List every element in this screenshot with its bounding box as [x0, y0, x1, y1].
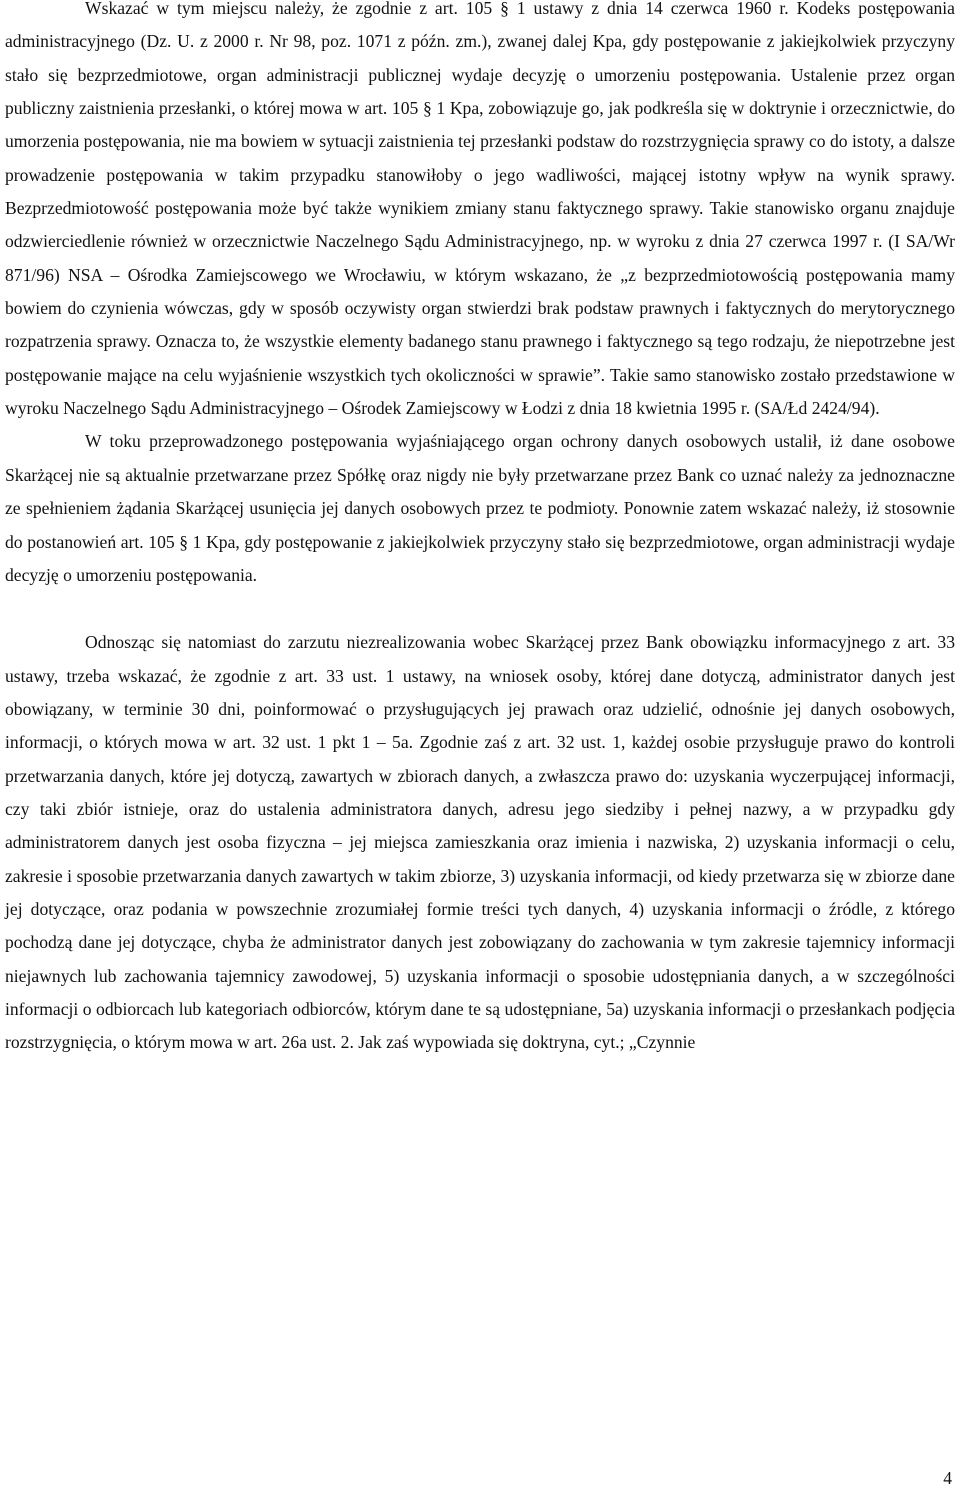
paragraph-1: Wskazać w tym miejscu należy, że zgodnie z art. 105 § 1 ustawy z dnia 14 czerwca 1960 r. Kodeks postępowania administracyjnego (Dz. U. z 2000 r. Nr 98, poz. 1071 z późn. zm.), zwanej dalej Kpa, gdy postępowanie z jakiejkolwiek przyczyny stało się bezprzedmiotowe, organ administracji publicznej wydaje decyzję o umorzeniu postępowania. Ustalenie przez organ publiczny zaistnienia przesłanki, o której mowa w art. 105 § 1 Kpa, zobowiązuje go, jak podkreśla się w doktrynie i orzecznictwie, do umorzenia postępowania, nie ma bowiem w sytuacji zaistnienia tej przesłanki podstaw do rozstrzygnięcia sprawy co do istoty, a dalsze prowadzenie postępowania w takim przypadku stanowiłoby o jego wadliwości, mającej istotny wpływ na wynik sprawy. Bezprzedmiotowość postępowania może być także wynikiem zmiany stanu faktycznego sprawy. Takie stanowisko organu znajduje odzwierciedlenie również w orzecznictwie Naczelnego Sądu Administracyjnego, np. w wyroku z dnia 27 czerwca 1997 r. (I SA/Wr 871/96) NSA – Ośrodka Zamiejscowego we Wrocławiu, w którym wskazano, że „z bezprzedmiotowością postępowania mamy bowiem do czynienia wówczas, gdy w sposób oczywisty organ stwierdzi brak podstaw prawnych i faktycznych do merytorycznego rozpatrzenia sprawy. Oznacza to, że wszystkie elementy badanego stanu prawnego i faktycznego są tego rodzaju, że niepotrzebne jest postępowanie mające na celu wyjaśnienie wszystkich tych okoliczności w sprawie”. Takie samo stanowisko zostało przedstawione w wyroku Naczelnego Sądu Administracyjnego – Ośrodek Zamiejscowy w Łodzi z dnia 18 kwietnia 1995 r. (SA/Łd 2424/94). [5, 0, 955, 419]
document-body [5, 0, 955, 1060]
paragraph-2: W toku przeprowadzonego postępowania wyjaśniającego organ ochrony danych osobowych ustalił, iż dane osobowe Skarżącej nie są aktualnie przetwarzane przez Spółkę oraz nigdy nie były przetwarzane przez Bank co uznać należy za jednoznaczne ze spełnieniem żądania Skarżącej usunięcia jej danych osobowych przez te podmioty. Ponownie zatem wskazać należy, iż stosownie do postanowień art. 105 § 1 Kpa, gdy postępowanie z jakiejkolwiek przyczyny stało się bezprzedmiotowe, organ administracji wydaje decyzję o umorzeniu postępowania. [5, 431, 955, 585]
page-number: 4 [943, 1468, 952, 1488]
paragraph-3: Odnosząc się natomiast do zarzutu niezrealizowania wobec Skarżącej przez Bank obowiązku informacyjnego z art. 33 ustawy, trzeba wskazać, że zgodnie z art. 33 ust. 1 ustawy, na wniosek osoby, której dane dotyczą, administrator danych jest obowiązany, w terminie 30 dni, poinformować o przysługujących jej prawach oraz udzielić, odnośnie jej danych osobowych, informacji, o których mowa w art. 32 ust. 1 pkt 1 – 5a. Zgodnie zaś z art. 32 ust. 1, każdej osobie przysługuje prawo do kontroli przetwarzania danych, które jej dotyczą, zawartych w zbiorach danych, a zwłaszcza prawo do: uzyskania wyczerpującej informacji, czy taki zbiór istnieje, oraz do ustalenia administratora danych, adresu jego siedziby i pełnej nazwy, a w przypadku gdy administratorem danych jest osoba fizyczna – jej miejsca zamieszkania oraz imienia i nazwiska, 2) uzyskania informacji o celu, zakresie i sposobie przetwarzania danych zawartych w takim zbiorze, 3) uzyskania informacji, od kiedy przetwarza się w zbiorze dane jej dotyczące, oraz podania w powszechnie zrozumiałej formie treści tych danych, 4) uzyskania informacji o źródle, z którego pochodzą dane jej dotyczące, chyba że administrator danych jest zobowiązany do zachowania w tym zakresie tajemnicy informacji niejawnych lub zachowania tajemnicy zawodowej, 5) uzyskania informacji o sposobie udostępniania danych, a w szczególności informacji o odbiorcach lub kategoriach odbiorców, którym dane te są udostępniane, 5a) uzyskania informacji o przesłankach podjęcia rozstrzygnięcia, o którym mowa w art. 26a ust. 2. Jak zaś wypowiada się doktryna, cyt.; „Czynnie [5, 632, 955, 1053]
paragraph-spacer [5, 592, 955, 626]
